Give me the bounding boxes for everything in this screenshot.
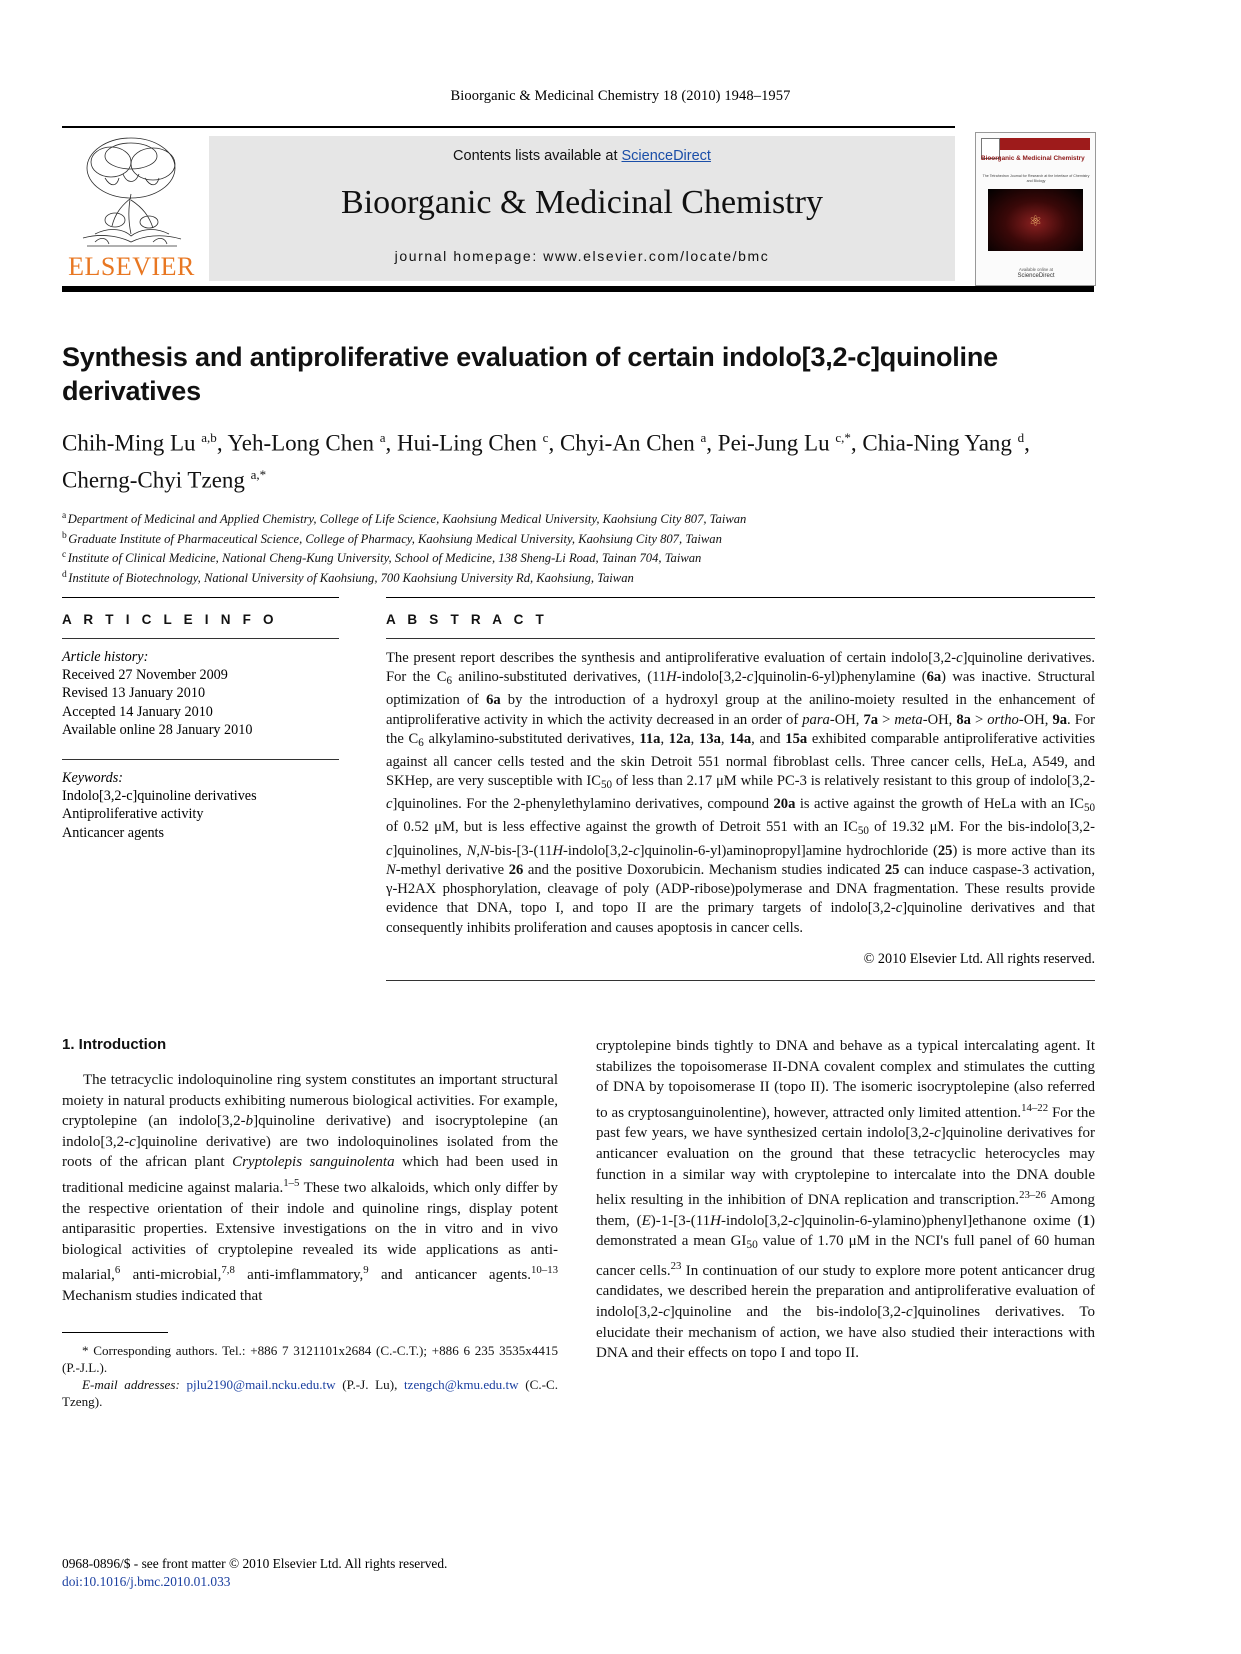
abstract-heading: A B S T R A C T: [386, 612, 548, 627]
cover-footer-big: ScienceDirect: [1017, 273, 1055, 279]
email-addresses-note: E-mail addresses: pjlu2190@mail.ncku.edu.tw (P.-J. Lu), tzengch@kmu.edu.tw (C.-C. Tzeng).: [62, 1376, 558, 1410]
history-item: Received 27 November 2009: [62, 667, 228, 684]
article-info-column: [62, 597, 339, 842]
cover-footer-small: Available online at: [1019, 267, 1053, 272]
affiliation-text: Institute of Clinical Medicine, National Cheng-Kung University, School of Medicine, 138 Sheng-Li Road, Tainan 704, Taiwan: [67, 551, 702, 566]
email-owner-1: (P.-J. Lu): [342, 1376, 395, 1392]
affiliation-item: [62, 528, 1062, 547]
email-owner-2: (C.-C. Tzeng).: [62, 1376, 558, 1410]
affiliation-marker: d: [62, 569, 67, 580]
section-heading-introduction: 1. Introduction: [62, 1036, 167, 1053]
body-column-left: [62, 1036, 558, 1410]
cover-artwork: [988, 189, 1083, 251]
intro-paragraph-left: The tetracyclic indoloquinoline ring system constitutes an important structural moiety in natural products exhibiting numerous biological activities. For example, cryptolepine (an indolo[3,2-b]quinoline derivative) and isocryptolepine (an indolo[3,2-c]quinoline derivative) are two indoloquinolines isolated from the roots of the african plant Cryptolepis sanguinolenta which had been used in traditional medicine against malaria.$^{1-5}$ These two alkaloids, which only differ by the respective orientation of their indole and quinoline rings, display potent antiparasitic properties. Extensive investigations on the in vitro and in vivo biological activities of cryptolepine revealed its wide applications as anti-malarial,$^6$ anti-microbial,$^{7,8}$ anti-imflammatory,$^9$ and anticancer agents.$^{10-13}$ Mechanism studies indicated that: [62, 1072, 559, 1304]
contents-available-line: [209, 148, 955, 164]
abstract-copyright: © 2010 Elsevier Ltd. All rights reserved.: [863, 950, 1095, 967]
article-history-label: Article history:: [62, 649, 149, 665]
footnote-block: [62, 1342, 558, 1411]
abstract-top-rule: [386, 597, 1095, 598]
affiliation-list: [62, 508, 1062, 586]
footnote-rule: [62, 1332, 168, 1333]
info-keywords-rule: [62, 759, 339, 760]
issn-line: 0968-0896/$ - see front matter © 2010 Elsevier Ltd. All rights reserved.: [62, 1556, 448, 1571]
keyword-item: Antiproliferative activity: [62, 806, 204, 823]
email-link-pjlu[interactable]: pjlu2190@mail.ncku.edu.tw: [186, 1376, 336, 1392]
article-history: [62, 648, 339, 739]
info-top-rule: [62, 597, 339, 598]
journal-homepage[interactable]: journal homepage: www.elsevier.com/locate/bmc: [394, 248, 770, 264]
abstract-mid-rule: [386, 638, 1095, 639]
doi-line[interactable]: doi:10.1016/j.bmc.2010.01.033: [62, 1574, 231, 1589]
contents-prefix: Contents lists available at: [453, 148, 622, 164]
article-info-heading: A R T I C L E I N F O: [62, 612, 278, 627]
abstract-text: The present report describes the synthesis and antiproliferative evaluation of certain indolo[3,2-c]quinoline derivatives. For the $C_6$ anilino-substituted derivatives, (11H-indolo[3,2-c]quinolin-6-yl)phenylamine (6a) was inactive. Structural optimization of 6a by the introduction of a hydroxyl group at the anilino-moiety resulted in the enhancement of antiproliferative activity in which the activity decreased in an order of para-OH, 7a > meta-OH, 8a > ortho-OH, 9a. For the $C_6$ alkylamino-substituted derivatives, 11a, 12a, 13a, 14a, and 15a exhibited comparable antiproliferative activities against all cancer cells tested and the skin Detroit 551 normal fibroblast cells. Three cancer cells, HeLa, A549, and SKHep, are very susceptible with $IC_{50}$ of less than 2.17 μM while PC-3 is relatively resistant to this group of indolo[3,2-c]quinolines. For the 2-phenylethylamino derivatives, compound 20a is active against the growth of HeLa with an $IC_{50}$ of 0.52 μM, but is less effective against the growth of Detroit 551 with an $IC_{50}$ of 19.32 μM. For the bis-indolo[3,2-c]quinolines, N,N-bis-[3-(11H-indolo[3,2-c]quinolin-6-yl)aminopropyl]amine hydrochloride (25) is more active than its N-methyl derivative 26 and the positive Doxorubicin. Mechanism studies indicated 25 can induce caspase-3 activation, γ-H2AX phosphorylation, cleavage of poly (ADP-ribose)polymerase and DNA fragmentation. These results provide evidence that DNA, topo I, and topo II are the primary targets of indolo[3,2-c]quinoline derivatives and that consequently inhibits proliferation and causes apoptosis in cancer cells.: [386, 650, 1096, 936]
keyword-item: Indolo[3,2-c]quinoline derivatives: [62, 788, 257, 805]
history-item: Accepted 14 January 2010: [62, 703, 213, 720]
info-mid-rule: [62, 638, 339, 639]
cover-footer: [981, 267, 1091, 279]
affiliation-text: Institute of Biotechnology, National University of Kaohsiung, 700 Kaohsiung University Rd, Kaohsiung, Taiwan: [68, 570, 634, 585]
keywords-label: Keywords:: [62, 770, 123, 787]
masthead-bottom-rule: [62, 286, 1094, 292]
journal-cover-thumbnail: [975, 132, 1096, 286]
journal-band: [209, 136, 955, 281]
corresponding-authors-note: * Corresponding authors. Tel.: +886 7 3121101x2684 (C.-C.T.); +886 6 235 3535x4415 (P.-J.L.).: [62, 1342, 558, 1375]
affiliation-item: [62, 508, 1062, 527]
running-head: Bioorganic & Medicinal Chemistry 18 (2010) 1948–1957: [450, 88, 791, 104]
info-spacer: [62, 739, 339, 759]
cover-molecule-icon: ⚛: [1028, 212, 1043, 231]
masthead-top-rule: [62, 126, 955, 128]
email-link-tzengch[interactable]: tzengch@kmu.edu.tw: [404, 1376, 519, 1392]
title-block: [62, 340, 1062, 586]
affiliation-marker: c: [62, 550, 67, 561]
affiliation-marker: b: [62, 530, 67, 541]
keywords-block: [62, 769, 339, 842]
journal-masthead: [62, 126, 1094, 294]
affiliation-item: [62, 567, 1062, 586]
affiliation-text: Graduate Institute of Pharmaceutical Science, College of Pharmacy, Kaohsiung Medical University, Kaohsiung City 807, Taiwan: [68, 531, 722, 546]
abstract-column: [386, 597, 1095, 981]
journal-title: Bioorganic & Medicinal Chemistry: [341, 184, 823, 221]
affiliation-item: [62, 547, 1062, 566]
cover-title: Bioorganic & Medicinal Chemistry: [981, 155, 1085, 162]
email-label: E-mail addresses:: [82, 1376, 180, 1392]
affiliation-marker: a: [62, 511, 67, 522]
history-item: Available online 28 January 2010: [62, 721, 253, 738]
cover-subtitle: The Tetrahedron Journal for Research at the Interface of Chemistry and Biology: [982, 174, 1090, 183]
issn-footer: [62, 1555, 562, 1591]
body-column-right: [596, 1036, 1095, 1364]
history-item: Revised 13 January 2010: [62, 685, 206, 702]
elsevier-tree-icon: [65, 134, 198, 254]
elsevier-wordmark: ELSEVIER: [68, 252, 195, 281]
author-list: Chih-Ming Lu $^{a,b}$, Yeh-Long Chen $^a$, Hui-Ling Chen $^c$, Chyi-An Chen $^a$, Pei-Jung Lu $^{c,*}$, Chia-Ning Yang $^d$, Cherng-Chyi Tzeng $^{a,*}$: [62, 430, 1030, 493]
keyword-item: Anticancer agents: [62, 824, 165, 841]
intro-paragraph-right: cryptolepine binds tightly to DNA and behave as a typical intercalating agent. It stabilizes the topoisomerase II-DNA covalent complex and stimulates the cutting of DNA by topoisomerase II (topo II). The isomeric isocryptolepine (also referred to as cryptosanguinolentine), however, attracted only limited attention.$^{14-22}$ For the past few years, we have synthesized certain indolo[3,2-c]quinoline derivatives for anticancer evaluation on the ground that these tetracyclic heterocycles may function in a similar way with cryptolepine to intercalate into the DNA double helix resulting in the inhibition of DNA replication and transcription.$^{23-26}$ Among them, (E)-1-[3-(11H-indolo[3,2-c]quinolin-6-ylamino)phenyl]ethanone oxime (1) demonstrated a mean $GI_{50}$ value of 1.70 μM in the NCI's full panel of 60 human cancer cells.$^{23}$ In continuation of our study to explore more potent anticancer drug candidates, we described herein the preparation and antiproliferative evaluation of indolo[3,2-c]quinoline and the bis-indolo[3,2-c]quinolines derivatives. To elucidate their mechanism of action, we have also studied their interactions with DNA and their effects on topo I and topo II.: [596, 1038, 1095, 1362]
sciencedirect-link[interactable]: ScienceDirect: [621, 148, 711, 164]
affiliation-text: Department of Medicinal and Applied Chemistry, College of Life Science, Kaohsiung Medical University, Kaohsiung City 807, Taiwan: [67, 512, 747, 527]
page-title: Synthesis and antiproliferative evaluation of certain indolo[3,2-c]quinoline derivatives: [62, 342, 998, 406]
abstract-bottom-rule: [386, 980, 1095, 981]
elsevier-logo: [62, 134, 201, 284]
